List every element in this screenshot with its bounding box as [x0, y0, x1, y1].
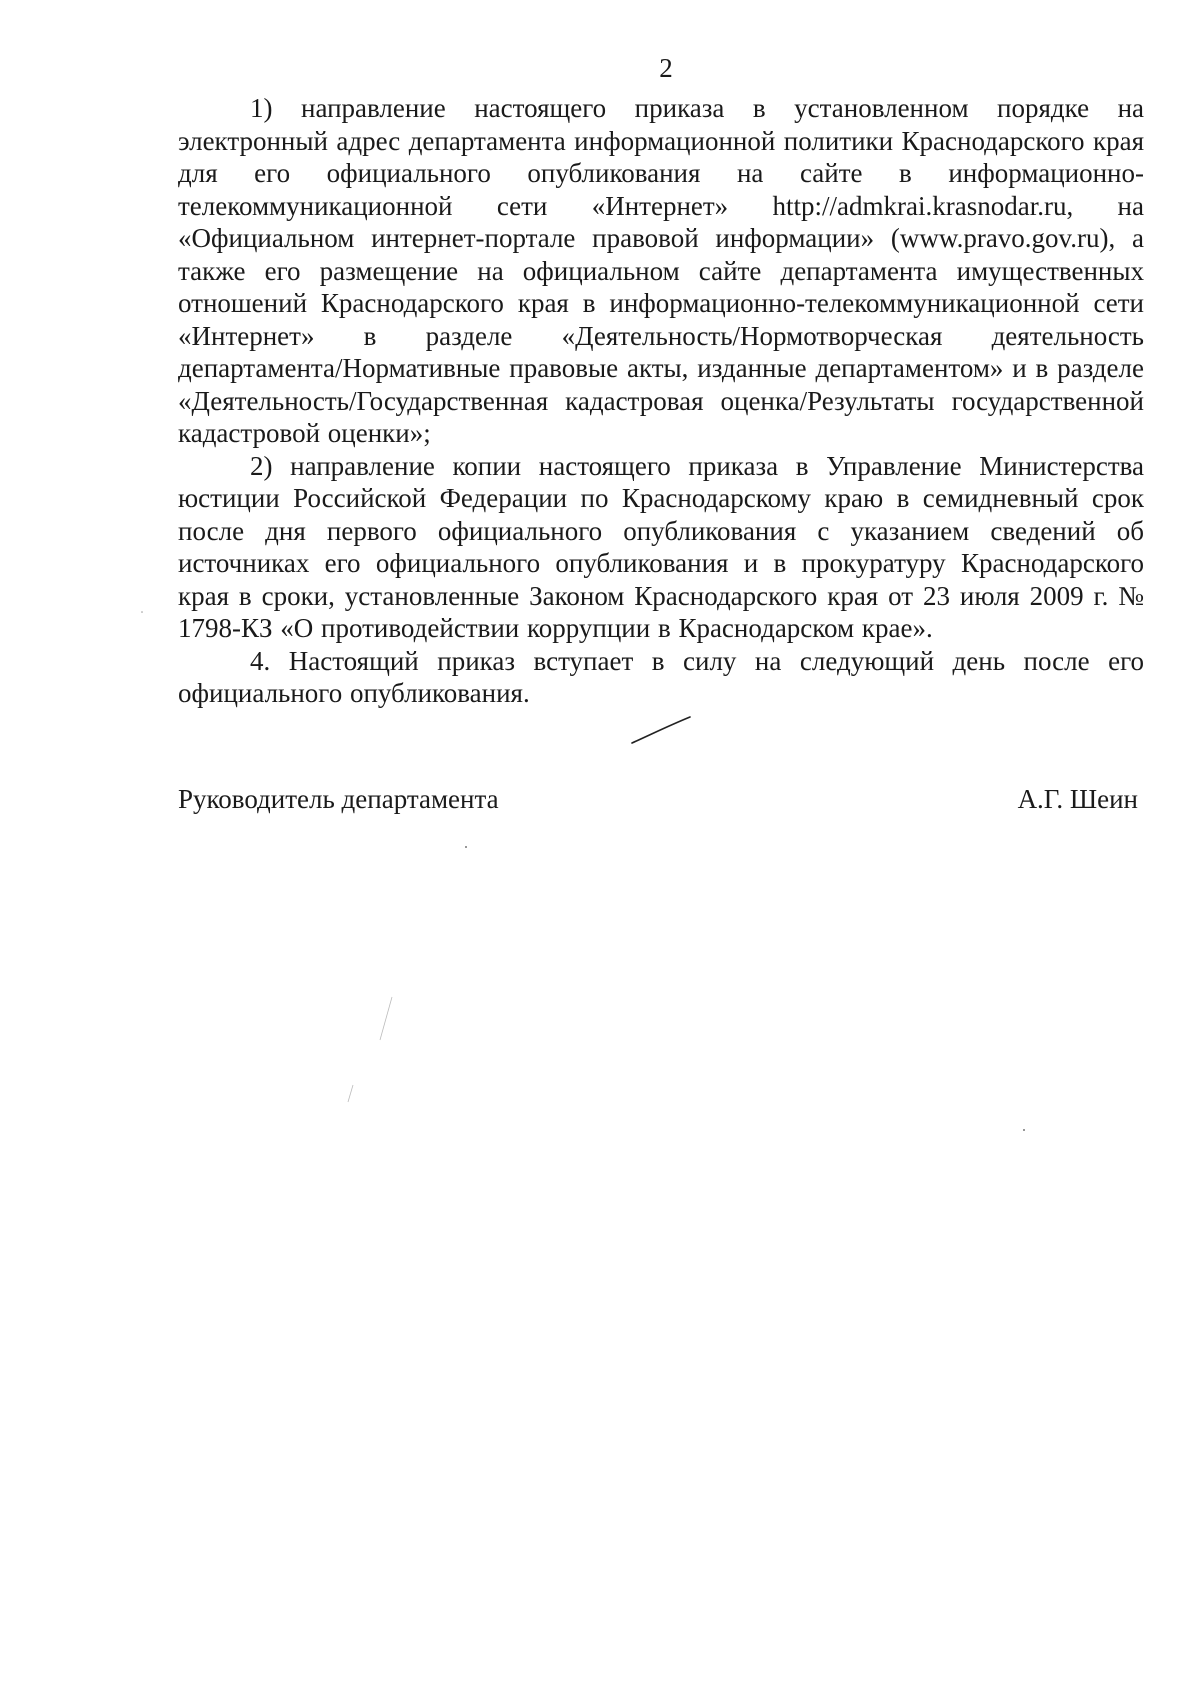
- signer-name: А.Г. Шеин: [1017, 784, 1138, 814]
- paragraph-item-1-publication: 1) направление настоящего приказа в установленном порядке на электронный адрес департамента информационной политики Краснодарского края для его официального опубликования на сайте в информационно-телекоммуникационной сети «Интернет» http://admkrai.krasnodar.ru, на «Официальном интернет-портале правовой информации» (www.pravo.gov.ru), а также его размещение на официальном сайте департамента имущественных отношений Краснодарского края в информационно-телекоммуникационной сети «Интернет» в разделе «Деятельность/Нормотворческая деятельность департамента/Нормативные правовые акты, изданные департаментом» и в разделе «Деятельность/Государственная кадастровая оценка/Результаты государственной кадастровой оценки»;: [178, 93, 1144, 448]
- signer-title: Руководитель департамента: [178, 784, 499, 814]
- paragraph-item-4-effective-date: 4. Настоящий приказ вступает в силу на следующий день после его официального опубликования.: [178, 645, 1144, 708]
- page-number: 2: [659, 53, 673, 83]
- paragraph-item-2-copy-to-ministry: 2) направление копии настоящего приказа в Управление Министерства юстиции Российской Федерации по Краснодарскому краю в семидневный срок после дня первого официального опубликования с указанием сведений об источниках его официального опубликования и в прокуратуру Краснодарского края в сроки, установленные Законом Краснодарского края от 23 июля 2009 г. № 1798-КЗ «О противодействии коррупции в Краснодарском крае».: [178, 450, 1144, 643]
- document-body: [178, 92, 1144, 710]
- signature-block: [178, 783, 1144, 817]
